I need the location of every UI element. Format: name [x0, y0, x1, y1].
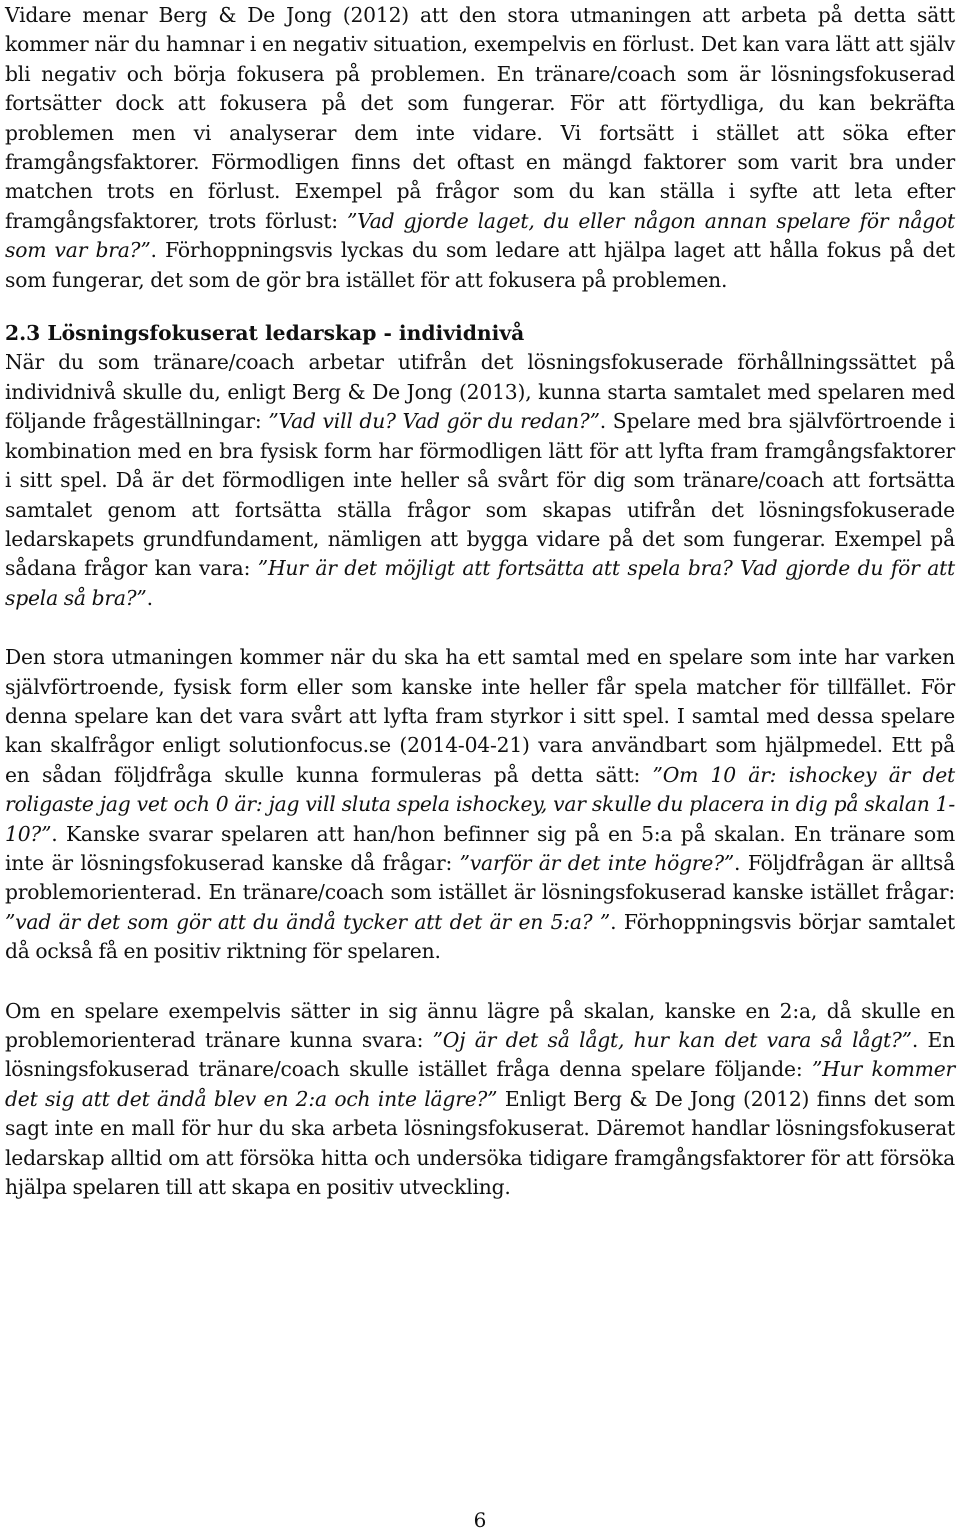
paragraph-1-quote: ”Vad gjorde laget, du eller någon annan spelare för något som var bra?” [5, 208, 955, 263]
paragraph-3-middle-2: . Följdfrågan är alltså problemorienterad. En tränare/coach som istället är lösningsfokuserad kanske istället frågar: [5, 850, 955, 905]
paragraph-3-text: Den stora utmaningen kommer när du ska ha ett samtal med en spelare som inte har varken självförtroende, fysisk form eller som kanske inte heller får spela matcher för tillfället. För denna spelare kan det vara svårt att lyfta fram styrkor i sitt spel. I samtal med dessa spelare kan skalfrågor enligt solutionfocus.se (2014-04-21) vara användbart som hjälpmedel. Ett på en sådan följdfråga skulle kunna formuleras på detta sätt: [5, 645, 955, 787]
paragraph-2 [5, 348, 955, 613]
paragraph-1 [5, 1, 955, 295]
paragraph-1-text: Vidare menar Berg & De Jong (2012) att den stora utmaningen att arbeta på detta sätt kommer när du hamnar i en negativ situation, exempelvis en förlust. Det kan vara lätt att själv bli negativ och börja fokusera på problemen. En tränare/coach som är lösningsfokuserad fortsätter dock att fokusera på det som fungerar. För att förtydliga, du kan bekräfta problemen men vi analyserar dem inte vidare. Vi fortsätt i stället att söka efter framgångsfaktorer. Förmodligen finns det oftast en mängd faktorer som varit bra under matchen trots en förlust. Exempel på frågor som du kan ställa i syfte att leta efter framgångsfaktorer, trots förlust: [5, 3, 955, 233]
paragraph-2-quote-2: ”Hur är det möjligt att fortsätta att spela bra? Vad gjorde du för att spela så bra?” [5, 556, 955, 610]
paragraph-3-middle-1: . Kanske svarar spelaren att han/hon befinner sig på en 5:a på skalan. En tränare som inte är lösningsfokuserad kanske då frågar: [5, 821, 955, 875]
section-heading: 2.3 Lösningsfokuserat ledarskap - individnivå [5, 321, 525, 346]
paragraph-2-middle: . Spelare med bra självförtroende i kombination med en bra fysisk form har förmodligen lätt för att lyfta fram framgångsfaktorer i sitt spel. Då är det förmodligen inte heller så svårt för dig som tränare/coach att fortsätta samtalet genom att fortsätta ställa frågor som skapas utifrån det lösningsfokuserade ledarskapets grundfundament, nämligen att bygga vidare på det som fungerar. Exempel på sådana frågor kan vara: [5, 409, 955, 581]
paragraph-3-quote-1: ”Om 10 är: ishockey är det roligaste jag vet och 0 är: jag vill sluta spela ishockey, var skulle du placera in dig på skalan 1-10?” [5, 762, 955, 846]
paragraph-3-quote-3: ”vad är det som gör att du ändå tycker att det är en 5:a? ” [5, 909, 611, 934]
paragraph-3-quote-2: ”varför är det inte högre?” [459, 850, 735, 875]
paragraph-2-quote-1: ”Vad vill du? Vad gör du redan?” [268, 409, 600, 434]
paragraph-2-after: . [146, 585, 153, 610]
paragraph-4-quote-2: ”Hur kommer det sig att det ändå blev en 2:a och inte lägre?” [5, 1057, 955, 1111]
paragraph-4-middle: . En lösningsfokuserad tränare/coach skulle istället fråga denna spelare följande: [5, 1028, 955, 1082]
paragraph-4 [5, 997, 955, 1203]
page-number: 6 [473, 1508, 487, 1532]
paragraph-1-after: . Förhoppningsvis lyckas du som ledare att hjälpa laget att hålla fokus på det som fungerar, det som de gör bra istället för att fokusera på problemen. [5, 238, 955, 292]
document-page [5, 0, 955, 1202]
paragraph-4-text: Om en spelare exempelvis sätter in sig ännu lägre på skalan, kanske en 2:a, då skulle en problemorienterad tränare kunna svara: [5, 998, 955, 1052]
paragraph-3-after: . Förhoppningsvis börjar samtalet då också få en positiv riktning för spelaren. [5, 909, 955, 964]
paragraph-3 [5, 643, 955, 966]
paragraph-2-text: När du som tränare/coach arbetar utifrån det lösningsfokuserade förhållningssättet på individnivå skulle du, enligt Berg & De Jong (2013), kunna starta samtalet med spelaren med följande frågeställningar: [5, 350, 955, 434]
paragraph-4-after: Enligt Berg & De Jong (2012) finns det som sagt inte en mall för hur du ska arbeta lösningsfokuserat. Däremot handlar lösningsfokuserat ledarskap alltid om att försöka hitta och undersöka tidigare framgångsfaktorer för att försöka hjälpa spelaren till att skapa en positiv utveckling. [5, 1086, 955, 1200]
paragraph-4-quote-1: ”Oj är det så lågt, hur kan det vara så lågt?” [432, 1028, 912, 1052]
